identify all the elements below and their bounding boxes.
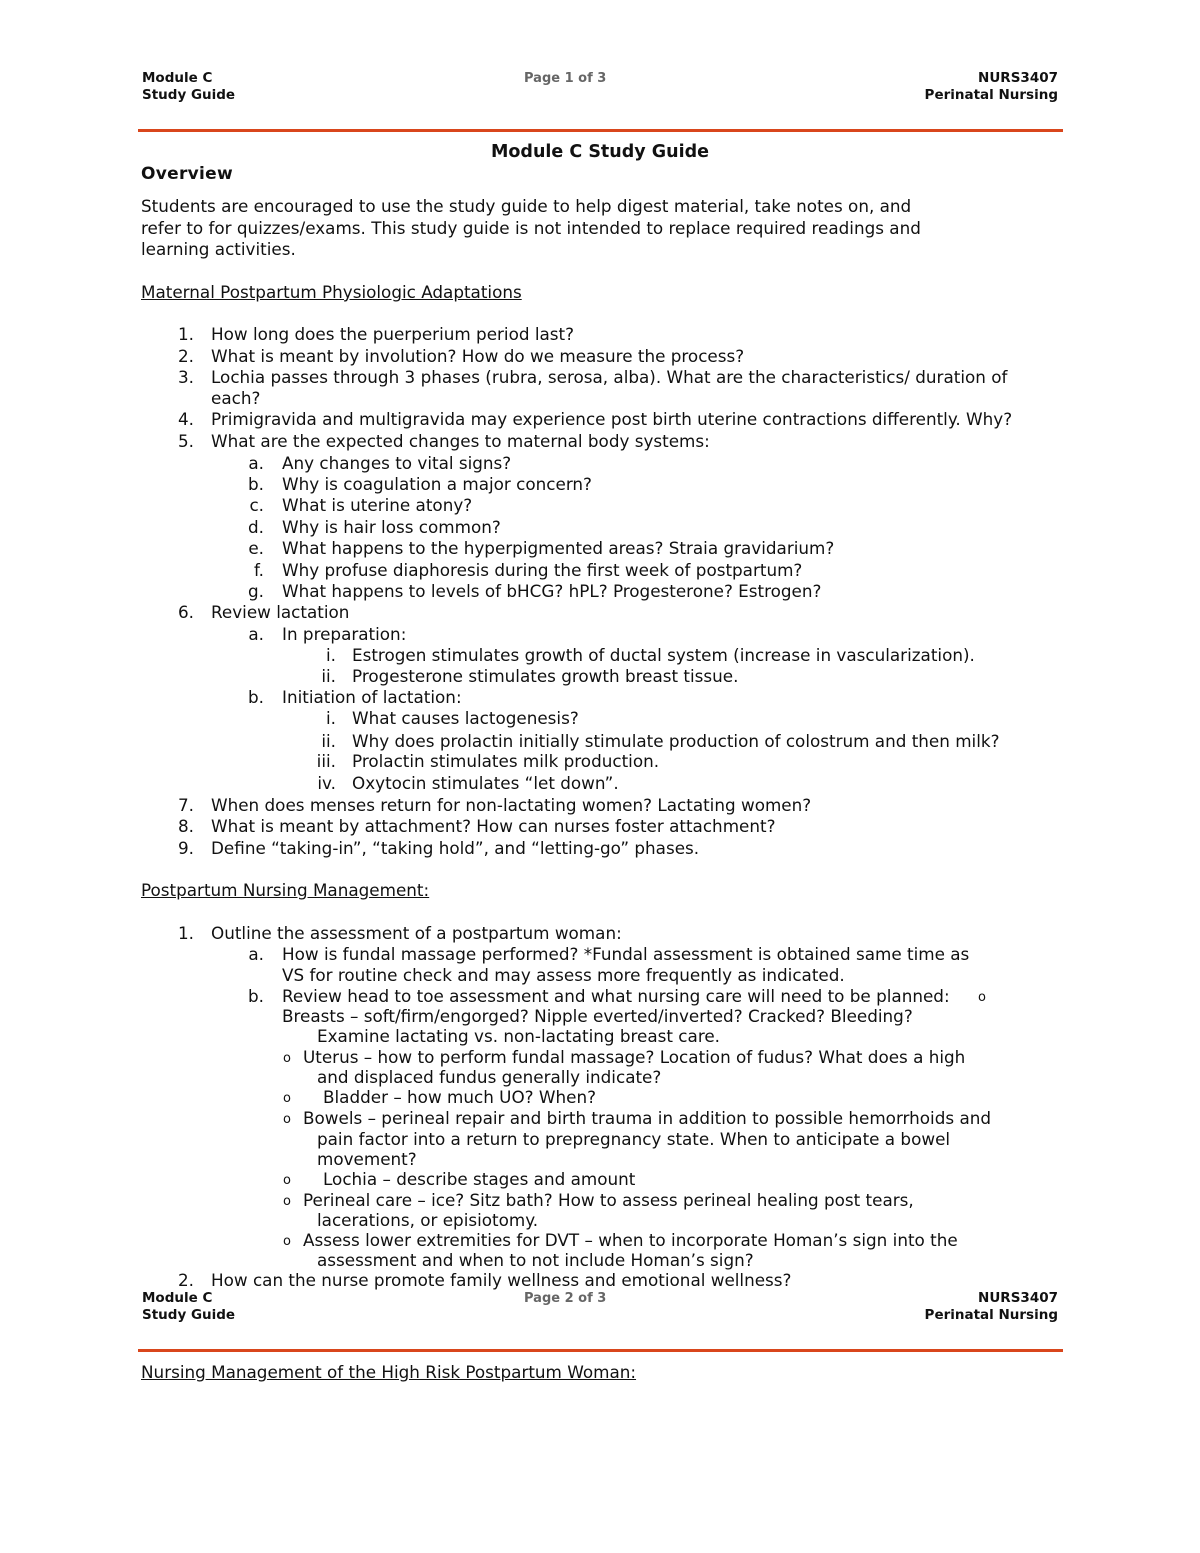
list-letter: d. xyxy=(248,517,264,537)
question-6a-i: Estrogen stimulates growth of ductal system (increase in vascularization). xyxy=(352,645,975,665)
bowels-item: Bowels – perineal repair and birth trauma in addition to possible hemorrhoids and xyxy=(303,1108,992,1128)
mgmt-question-1a: How is fundal massage performed? *Fundal assessment is obtained same time as xyxy=(282,944,970,964)
question-1: How long does the puerperium period last? xyxy=(211,324,575,344)
list-roman: i. xyxy=(326,708,336,728)
bladder-item: Bladder – how much UO? When? xyxy=(323,1087,597,1107)
mgmt-question-1a-continued: VS for routine check and may assess more frequently as indicated. xyxy=(282,965,845,985)
dvt-item-continued: assessment and when to not include Homan’s sign? xyxy=(317,1250,754,1270)
section-heading-nursing-management: Postpartum Nursing Management: xyxy=(141,880,430,900)
list-roman: ii. xyxy=(321,731,336,751)
list-roman: iv. xyxy=(317,773,336,793)
header-page-number: Page 1 of 3 xyxy=(524,71,607,86)
list-number: 2. xyxy=(177,1270,194,1290)
uterus-item: Uterus – how to perform fundal massage? Location of fudus? What does a high xyxy=(303,1047,966,1067)
list-roman: ii. xyxy=(321,666,336,686)
section-heading-physiologic: Maternal Postpartum Physiologic Adaptations xyxy=(141,282,522,302)
uterus-item-continued: and displaced fundus generally indicate? xyxy=(317,1067,662,1087)
perineal-item: Perineal care – ice? Sitz bath? How to assess perineal healing post tears, xyxy=(303,1190,914,1210)
section-heading-high-risk: Nursing Management of the High Risk Postpartum Woman: xyxy=(141,1362,637,1382)
list-letter: e. xyxy=(248,538,264,558)
header-study-guide: Study Guide xyxy=(142,87,236,103)
bullet-icon: o xyxy=(283,1194,291,1209)
mgmt-question-2: How can the nurse promote family wellness and emotional wellness? xyxy=(211,1270,792,1290)
header-study-guide: Study Guide xyxy=(142,1307,236,1323)
question-2: What is meant by involution? How do we measure the process? xyxy=(211,346,745,366)
header-course-code: NURS3407 xyxy=(978,70,1058,86)
question-5a: Any changes to vital signs? xyxy=(282,453,512,473)
question-5f: Why profuse diaphoresis during the first week of postpartum? xyxy=(282,560,803,580)
header-page-number: Page 2 of 3 xyxy=(524,1291,607,1306)
question-3-continued: each? xyxy=(211,388,261,408)
overview-heading: Overview xyxy=(141,164,233,184)
bullet-icon: o xyxy=(283,1234,291,1249)
question-6a-ii: Progesterone stimulates growth breast tissue. xyxy=(352,666,739,686)
bullet-icon: o xyxy=(283,1112,291,1127)
lochia-item: Lochia – describe stages and amount xyxy=(323,1169,636,1189)
list-letter: a. xyxy=(248,453,264,473)
mgmt-question-1b: Review head to toe assessment and what nursing care will need to be planned: xyxy=(282,986,950,1006)
question-5: What are the expected changes to maternal body systems: xyxy=(211,431,710,451)
intro-line-2: refer to for quizzes/exams. This study guide is not intended to replace required readings and xyxy=(141,218,921,238)
question-6b: Initiation of lactation: xyxy=(282,687,462,707)
question-6b-iii: Prolactin stimulates milk production. xyxy=(352,751,660,771)
list-roman: iii. xyxy=(316,751,336,771)
list-number: 8. xyxy=(177,816,194,836)
question-5b: Why is coagulation a major concern? xyxy=(282,474,592,494)
header-rule xyxy=(138,1349,1063,1352)
bullet-icon: o xyxy=(978,990,986,1005)
header-course-code: NURS3407 xyxy=(978,1290,1058,1306)
question-8: What is meant by attachment? How can nurses foster attachment? xyxy=(211,816,776,836)
list-letter: c. xyxy=(249,495,264,515)
question-6b-ii: Why does prolactin initially stimulate production of colostrum and then milk? xyxy=(352,731,1000,751)
list-letter: b. xyxy=(248,474,264,494)
header-rule xyxy=(138,129,1063,132)
page-title: Module C Study Guide xyxy=(491,142,709,162)
question-6a: In preparation: xyxy=(282,624,407,644)
list-roman: i. xyxy=(326,645,336,665)
list-number: 4. xyxy=(177,409,194,429)
breasts-line-2: Examine lactating vs. non-lactating breast care. xyxy=(317,1026,721,1046)
header-module: Module C xyxy=(142,70,213,86)
question-4: Primigravida and multigravida may experience post birth uterine contractions differently. Why? xyxy=(211,409,1013,429)
list-letter: f. xyxy=(253,560,264,580)
question-7: When does menses return for non-lactating women? Lactating women? xyxy=(211,795,812,815)
list-number: 6. xyxy=(177,602,194,622)
bullet-icon: o xyxy=(283,1051,291,1066)
question-5e: What happens to the hyperpigmented areas? Straia gravidarium? xyxy=(282,538,835,558)
header-course-name: Perinatal Nursing xyxy=(924,1307,1058,1323)
question-6: Review lactation xyxy=(211,602,350,622)
bullet-icon: o xyxy=(283,1091,291,1106)
list-number: 1. xyxy=(177,923,194,943)
list-letter: a. xyxy=(248,944,264,964)
header-module: Module C xyxy=(142,1290,213,1306)
list-number: 7. xyxy=(177,795,194,815)
list-letter: a. xyxy=(248,624,264,644)
list-number: 9. xyxy=(177,838,194,858)
perineal-item-continued: lacerations, or episiotomy. xyxy=(317,1210,539,1230)
mgmt-question-1: Outline the assessment of a postpartum woman: xyxy=(211,923,622,943)
list-letter: b. xyxy=(248,986,264,1006)
list-number: 1. xyxy=(177,324,194,344)
header-course-name: Perinatal Nursing xyxy=(924,87,1058,103)
question-5c: What is uterine atony? xyxy=(282,495,473,515)
list-letter: g. xyxy=(248,581,264,601)
dvt-item: Assess lower extremities for DVT – when to incorporate Homan’s sign into the xyxy=(303,1230,958,1250)
question-9: Define “taking-in”, “taking hold”, and “letting-go” phases. xyxy=(211,838,700,858)
bowels-item-continued-2: movement? xyxy=(317,1149,417,1169)
bowels-item-continued: pain factor into a return to prepregnancy state. When to anticipate a bowel xyxy=(317,1129,951,1149)
question-5d: Why is hair loss common? xyxy=(282,517,501,537)
list-number: 3. xyxy=(177,367,194,387)
intro-line-3: learning activities. xyxy=(141,239,296,259)
list-number: 2. xyxy=(177,346,194,366)
intro-line-1: Students are encouraged to use the study guide to help digest material, take notes on, and xyxy=(141,196,912,216)
bullet-icon: o xyxy=(283,1173,291,1188)
question-5g: What happens to levels of bHCG? hPL? Progesterone? Estrogen? xyxy=(282,581,822,601)
list-letter: b. xyxy=(248,687,264,707)
breasts-line: Breasts – soft/firm/engorged? Nipple everted/inverted? Cracked? Bleeding? xyxy=(282,1006,913,1026)
question-3: Lochia passes through 3 phases (rubra, serosa, alba). What are the characteristics/ duration of xyxy=(211,367,1008,387)
question-6b-i: What causes lactogenesis? xyxy=(352,708,579,728)
list-number: 5. xyxy=(177,431,194,451)
question-6b-iv: Oxytocin stimulates “let down”. xyxy=(352,773,619,793)
